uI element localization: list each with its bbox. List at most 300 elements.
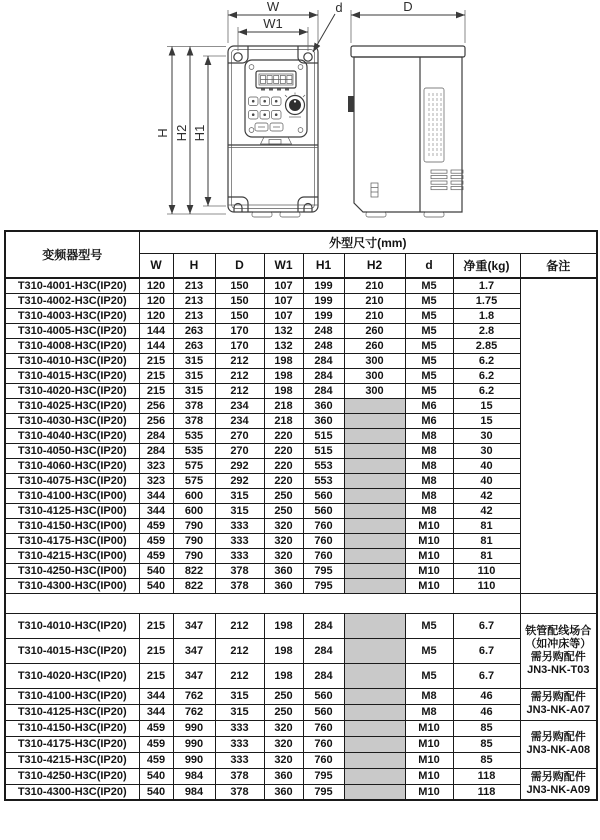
model-cell: T310-4100-H3C(IP20) (5, 688, 139, 704)
dim-cell: 212 (215, 638, 264, 663)
table-row (5, 578, 597, 593)
keypad-panel (245, 60, 307, 137)
dim-cell: 795 (303, 563, 344, 578)
dim-cell: 263 (173, 338, 215, 353)
dim-cell: 515 (303, 428, 344, 443)
model-cell: T310-4010-H3C(IP20) (5, 353, 139, 368)
model-cell: T310-4020-H3C(IP20) (5, 663, 139, 688)
table-row (5, 518, 597, 533)
dim-cell: 284 (139, 443, 173, 458)
dim-cell: 212 (215, 383, 264, 398)
dim-cell: M10 (405, 768, 453, 784)
dim-cell: 256 (139, 398, 173, 413)
table-row (5, 443, 597, 458)
dim-cell: 15 (453, 398, 520, 413)
dim-cell: M10 (405, 533, 453, 548)
dim-cell: 760 (303, 518, 344, 533)
model-cell: T310-4050-H3C(IP20) (5, 443, 139, 458)
dim-cell: 81 (453, 548, 520, 563)
front-view (228, 46, 318, 217)
model-cell: T310-4020-H3C(IP20) (5, 383, 139, 398)
dim-cell: 347 (173, 613, 215, 638)
dim-cell: 270 (215, 443, 264, 458)
empty-dim-cell (344, 768, 405, 784)
dim-cell: M8 (405, 443, 453, 458)
dim-cell: 81 (453, 518, 520, 533)
dim-cell: M10 (405, 736, 453, 752)
model-cell: T310-4075-H3C(IP20) (5, 473, 139, 488)
dim-cell: 560 (303, 503, 344, 518)
dim-cell: 360 (303, 398, 344, 413)
dim-cell: 459 (139, 533, 173, 548)
empty-dim-cell (344, 704, 405, 720)
dim-cell: 990 (173, 752, 215, 768)
model-cell: T310-4015-H3C(IP20) (5, 638, 139, 663)
dim-cell: M10 (405, 720, 453, 736)
dim-cell: 150 (215, 293, 264, 308)
table-row (5, 473, 597, 488)
dim-cell: 199 (303, 278, 344, 293)
dim-cell: 760 (303, 720, 344, 736)
dim-cell: 600 (173, 488, 215, 503)
dim-cell: 459 (139, 720, 173, 736)
dim-cell: 30 (453, 443, 520, 458)
model-cell: T310-4150-H3C(IP20) (5, 720, 139, 736)
dim-cell: M5 (405, 293, 453, 308)
dim-cell: 320 (264, 533, 303, 548)
table-row (5, 548, 597, 563)
dim-cell: 535 (173, 443, 215, 458)
dim-cell: 6.2 (453, 368, 520, 383)
dim-cell: 762 (173, 704, 215, 720)
col-header-7: 净重(kg) (453, 253, 520, 278)
dim-cell: 333 (215, 518, 264, 533)
dim-cell: 118 (453, 784, 520, 800)
dim-cell: 347 (173, 663, 215, 688)
empty-dim-cell (344, 518, 405, 533)
dim-cell: 515 (303, 443, 344, 458)
dim-cell: M8 (405, 428, 453, 443)
table-row (5, 488, 597, 503)
dim-cell: M10 (405, 752, 453, 768)
dim-cell: 284 (139, 428, 173, 443)
dim-cell: M5 (405, 368, 453, 383)
dim-cell: 234 (215, 398, 264, 413)
table-row (5, 720, 597, 736)
dim-label-W1: W1 (263, 16, 283, 31)
dim-cell: 760 (303, 548, 344, 563)
dim-cell: 150 (215, 278, 264, 293)
empty-dim-cell (344, 488, 405, 503)
dim-cell: 990 (173, 720, 215, 736)
model-cell: T310-4001-H3C(IP20) (5, 278, 139, 293)
dim-cell: 323 (139, 458, 173, 473)
table-row (5, 563, 597, 578)
col-header-model: 变频器型号 (5, 231, 139, 278)
empty-dim-cell (344, 784, 405, 800)
dim-cell: 540 (139, 784, 173, 800)
dim-cell: 248 (303, 323, 344, 338)
dim-cell: 220 (264, 473, 303, 488)
dim-cell: 46 (453, 688, 520, 704)
model-cell: T310-4250-H3C(IP20) (5, 768, 139, 784)
empty-dim-cell (344, 736, 405, 752)
model-cell: T310-4002-H3C(IP20) (5, 293, 139, 308)
dim-cell: 300 (344, 368, 405, 383)
dim-cell: 284 (303, 638, 344, 663)
dimension-lines (155, 0, 465, 214)
dim-cell: 795 (303, 578, 344, 593)
col-header-4: H1 (303, 253, 344, 278)
dim-cell: 333 (215, 533, 264, 548)
dim-cell: 110 (453, 578, 520, 593)
table-row (5, 784, 597, 800)
dim-cell: 378 (215, 578, 264, 593)
dim-cell: 6.7 (453, 613, 520, 638)
dim-cell: M5 (405, 613, 453, 638)
dim-cell: 170 (215, 338, 264, 353)
table-row (5, 323, 597, 338)
col-header-1: H (173, 253, 215, 278)
model-cell: T310-4008-H3C(IP20) (5, 338, 139, 353)
dim-label-D: D (403, 0, 413, 14)
dim-cell: 292 (215, 473, 264, 488)
dim-cell: 540 (139, 578, 173, 593)
dim-cell: 215 (139, 353, 173, 368)
dim-cell: 2.8 (453, 323, 520, 338)
empty-dim-cell (344, 663, 405, 688)
dim-cell: M6 (405, 413, 453, 428)
dim-cell: 6.7 (453, 638, 520, 663)
dim-cell: 333 (215, 752, 264, 768)
dim-cell: 248 (303, 338, 344, 353)
dim-cell: M6 (405, 398, 453, 413)
dim-cell: 360 (264, 768, 303, 784)
dim-cell: 378 (215, 768, 264, 784)
dim-cell: 250 (264, 488, 303, 503)
dim-cell: 107 (264, 293, 303, 308)
dim-cell: 284 (303, 613, 344, 638)
dim-cell: 212 (215, 353, 264, 368)
dim-cell: 315 (173, 368, 215, 383)
dim-cell: 360 (264, 563, 303, 578)
dim-cell: 320 (264, 720, 303, 736)
dim-cell: 344 (139, 688, 173, 704)
dim-cell: 85 (453, 736, 520, 752)
model-cell: T310-4060-H3C(IP20) (5, 458, 139, 473)
dimension-table (4, 230, 598, 801)
dim-cell: 378 (173, 413, 215, 428)
table-row (5, 383, 597, 398)
col-header-3: W1 (264, 253, 303, 278)
dim-cell: 540 (139, 563, 173, 578)
table-row (5, 613, 597, 638)
empty-dim-cell (344, 413, 405, 428)
model-cell: T310-4003-H3C(IP20) (5, 308, 139, 323)
dim-cell: 6.2 (453, 353, 520, 368)
table-row (5, 413, 597, 428)
dim-cell: 315 (215, 704, 264, 720)
dim-cell: 218 (264, 398, 303, 413)
mounting-hole-top-left (234, 53, 242, 61)
dim-cell: 1.7 (453, 278, 520, 293)
dim-cell: 210 (344, 293, 405, 308)
dim-cell: 198 (264, 368, 303, 383)
empty-dim-cell (344, 613, 405, 638)
table-row (5, 736, 597, 752)
dim-cell: 212 (215, 368, 264, 383)
dim-cell: 360 (264, 578, 303, 593)
dim-cell: 344 (139, 704, 173, 720)
dim-cell: 85 (453, 720, 520, 736)
dim-cell: 199 (303, 293, 344, 308)
dim-cell: 760 (303, 736, 344, 752)
dim-cell: 315 (215, 688, 264, 704)
table-row (5, 663, 597, 688)
dim-cell: M10 (405, 578, 453, 593)
table-row (5, 338, 597, 353)
col-header-5: H2 (344, 253, 405, 278)
mounting-hole-top-right (304, 53, 312, 61)
dim-cell: 144 (139, 323, 173, 338)
col-header-8: 备注 (520, 253, 597, 278)
empty-dim-cell (344, 473, 405, 488)
dim-label-d: d (335, 0, 343, 15)
dim-cell: 553 (303, 458, 344, 473)
table-row (5, 398, 597, 413)
col-header-0: W (139, 253, 173, 278)
dim-label-H1: H1 (192, 124, 207, 142)
model-cell: T310-4005-H3C(IP20) (5, 323, 139, 338)
dim-cell: 220 (264, 428, 303, 443)
dim-cell: M8 (405, 473, 453, 488)
model-cell: T310-4175-H3C(IP20) (5, 736, 139, 752)
dim-cell: M8 (405, 503, 453, 518)
dim-cell: 40 (453, 473, 520, 488)
dim-cell: 822 (173, 563, 215, 578)
empty-dim-cell (344, 638, 405, 663)
dim-cell: 199 (303, 308, 344, 323)
dim-cell: 30 (453, 428, 520, 443)
dim-cell: 990 (173, 736, 215, 752)
dim-cell: 40 (453, 458, 520, 473)
dim-cell: 535 (173, 428, 215, 443)
dim-cell: 132 (264, 323, 303, 338)
model-cell: T310-4125-H3C(IP20) (5, 704, 139, 720)
dim-cell: 198 (264, 613, 303, 638)
dim-cell: 315 (215, 503, 264, 518)
dim-cell: 15 (453, 413, 520, 428)
table-row (5, 428, 597, 443)
dim-cell: 560 (303, 688, 344, 704)
empty-dim-cell (344, 458, 405, 473)
table-row (5, 533, 597, 548)
dim-cell: 150 (215, 308, 264, 323)
separator-cell (5, 593, 520, 613)
dim-cell: M8 (405, 704, 453, 720)
remark-cell: 需另购配件 JN3-NK-A08 (520, 720, 597, 768)
dim-cell: 215 (139, 613, 173, 638)
model-cell: T310-4250-H3C(IP00) (5, 563, 139, 578)
dim-cell: 85 (453, 752, 520, 768)
dim-cell: 300 (344, 383, 405, 398)
dim-cell: 263 (173, 323, 215, 338)
empty-dim-cell (344, 398, 405, 413)
empty-dim-cell (344, 503, 405, 518)
seven-segment-display (256, 71, 296, 91)
table-row (5, 353, 597, 368)
dim-cell: 170 (215, 323, 264, 338)
dim-cell: 42 (453, 503, 520, 518)
dim-cell: 215 (139, 383, 173, 398)
dim-cell: 760 (303, 533, 344, 548)
empty-dim-cell (344, 428, 405, 443)
remark-cell: 需另购配件 JN3-NK-A07 (520, 688, 597, 720)
dim-cell: 118 (453, 768, 520, 784)
nameplate-sticker (424, 88, 444, 162)
dim-cell: M5 (405, 353, 453, 368)
dim-cell: 315 (215, 488, 264, 503)
dim-cell: 378 (215, 563, 264, 578)
dim-cell: M5 (405, 278, 453, 293)
dim-cell: 120 (139, 293, 173, 308)
dim-cell: M10 (405, 548, 453, 563)
table-row (5, 293, 597, 308)
dim-cell: 81 (453, 533, 520, 548)
dim-cell: 260 (344, 323, 405, 338)
dim-cell: 333 (215, 720, 264, 736)
dim-cell: 790 (173, 518, 215, 533)
empty-dim-cell (344, 720, 405, 736)
table-row (5, 752, 597, 768)
dim-label-H: H (155, 128, 170, 138)
table-row (5, 688, 597, 704)
model-cell: T310-4010-H3C(IP20) (5, 613, 139, 638)
dimension-drawing (0, 0, 600, 229)
dim-cell: 198 (264, 663, 303, 688)
dim-cell: 234 (215, 413, 264, 428)
dim-cell: 212 (215, 663, 264, 688)
table-row (5, 704, 597, 720)
dim-cell: 333 (215, 548, 264, 563)
dim-cell: 256 (139, 413, 173, 428)
dim-cell: 260 (344, 338, 405, 353)
dim-cell: 198 (264, 383, 303, 398)
dim-cell: 575 (173, 458, 215, 473)
dim-cell: 575 (173, 473, 215, 488)
dim-cell: 213 (173, 278, 215, 293)
model-cell: T310-4150-H3C(IP00) (5, 518, 139, 533)
dim-cell: 213 (173, 308, 215, 323)
dim-cell: 270 (215, 428, 264, 443)
dim-cell: 120 (139, 278, 173, 293)
dim-cell: 360 (303, 413, 344, 428)
dim-cell: 144 (139, 338, 173, 353)
dim-cell: 540 (139, 768, 173, 784)
table-row (5, 503, 597, 518)
dim-cell: 790 (173, 548, 215, 563)
table-row (5, 308, 597, 323)
table-row (5, 768, 597, 784)
dim-cell: 107 (264, 308, 303, 323)
dim-cell: 600 (173, 503, 215, 518)
dim-cell: 795 (303, 768, 344, 784)
dim-cell: 46 (453, 704, 520, 720)
dim-cell: M10 (405, 563, 453, 578)
dim-cell: 218 (264, 413, 303, 428)
col-header-6: d (405, 253, 453, 278)
side-view (348, 46, 465, 217)
dim-cell: M8 (405, 488, 453, 503)
vent-slots (431, 170, 463, 190)
table-row (5, 368, 597, 383)
dim-cell: 198 (264, 638, 303, 663)
empty-dim-cell (344, 548, 405, 563)
dim-cell: 344 (139, 503, 173, 518)
dim-cell: 344 (139, 488, 173, 503)
dim-cell: M5 (405, 323, 453, 338)
dim-cell: 210 (344, 308, 405, 323)
empty-dim-cell (344, 533, 405, 548)
dim-cell: 292 (215, 458, 264, 473)
dim-cell: M8 (405, 688, 453, 704)
dim-cell: 284 (303, 353, 344, 368)
model-cell: T310-4030-H3C(IP20) (5, 413, 139, 428)
dim-cell: 220 (264, 443, 303, 458)
dim-cell: 347 (173, 638, 215, 663)
remark-cell-empty (520, 278, 597, 593)
model-cell: T310-4300-H3C(IP20) (5, 784, 139, 800)
dim-cell: 795 (303, 784, 344, 800)
dim-cell: 553 (303, 473, 344, 488)
dim-cell: M5 (405, 338, 453, 353)
remark-cell: 需另购配件 JN3-NK-A09 (520, 768, 597, 800)
dim-cell: 459 (139, 518, 173, 533)
dim-cell: 250 (264, 704, 303, 720)
dim-cell: 1.8 (453, 308, 520, 323)
model-cell: T310-4040-H3C(IP20) (5, 428, 139, 443)
dim-cell: 320 (264, 736, 303, 752)
dim-cell: 284 (303, 383, 344, 398)
dim-cell: 320 (264, 548, 303, 563)
model-cell: T310-4015-H3C(IP20) (5, 368, 139, 383)
dim-cell: 215 (139, 638, 173, 663)
dim-cell: 984 (173, 784, 215, 800)
dim-cell: 132 (264, 338, 303, 353)
dim-cell: 560 (303, 488, 344, 503)
dim-cell: 42 (453, 488, 520, 503)
dim-cell: 762 (173, 688, 215, 704)
dim-cell: 107 (264, 278, 303, 293)
keypad-buttons (249, 97, 284, 131)
model-cell: T310-4215-H3C(IP00) (5, 548, 139, 563)
dim-cell: 360 (264, 784, 303, 800)
dim-cell: 1.75 (453, 293, 520, 308)
empty-dim-cell (344, 578, 405, 593)
model-cell: T310-4025-H3C(IP20) (5, 398, 139, 413)
table-row (5, 278, 597, 293)
dim-cell: M5 (405, 638, 453, 663)
dim-cell: 378 (215, 784, 264, 800)
table-row (5, 638, 597, 663)
dim-cell: 378 (173, 398, 215, 413)
model-cell: T310-4300-H3C(IP00) (5, 578, 139, 593)
col-header-2: D (215, 253, 264, 278)
dim-cell: 284 (303, 663, 344, 688)
dim-label-H2: H2 (174, 124, 189, 142)
separator-row (5, 593, 597, 613)
potentiometer-knob (285, 93, 305, 118)
